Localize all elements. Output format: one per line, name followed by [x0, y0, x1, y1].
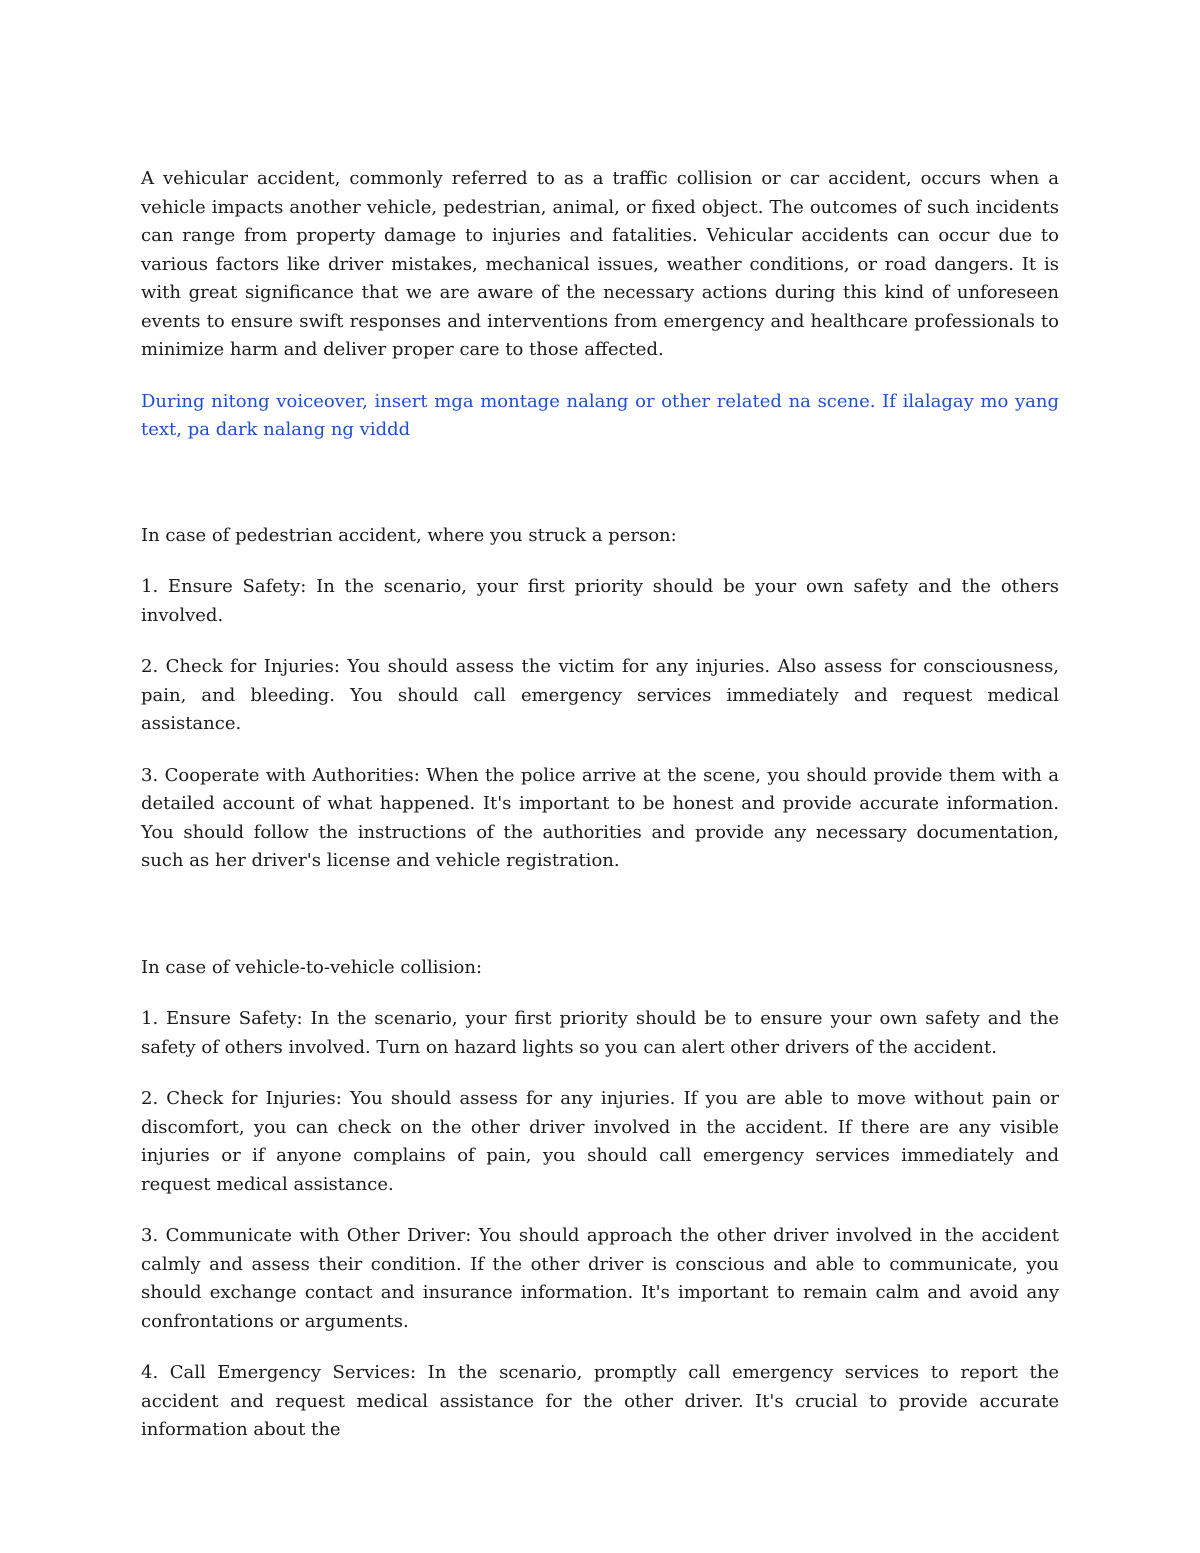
collision-item-4: 4. Call Emergency Services: In the scenario, promptly call emergency services to report the accident and request medical assistance for the other driver. It's crucial to provide accurate information about the: [141, 1362, 1059, 1440]
pedestrian-item-2: 2. Check for Injuries: You should assess the victim for any injuries. Also assess for consciousness, pain, and bleeding. You should call emergency services immediately and request medical assistance.: [141, 656, 1059, 734]
pedestrian-item-1: 1. Ensure Safety: In the scenario, your first priority should be your own safety and the others involved.: [141, 576, 1059, 626]
document-body: [141, 165, 1059, 1468]
editor-note: During nitong voiceover, insert mga montage nalang or other related na scene. If ilalagay mo yang text, pa dark nalang ng viddd: [141, 390, 1059, 440]
collision-item-3: 3. Communicate with Other Driver: You should approach the other driver involved in the accident calmly and assess their condition. If the other driver is conscious and able to communicate, you should exchange contact and insurance information. It's important to remain calm and avoid any confrontations or arguments.: [141, 1225, 1059, 1332]
section-gap: [141, 899, 1059, 954]
section-gap: [141, 468, 1059, 522]
collision-item-1: 1. Ensure Safety: In the scenario, your first priority should be to ensure your own safety and the safety of others involved. Turn on hazard lights so you can alert other drivers of the accident.: [141, 1008, 1059, 1058]
pedestrian-item-3: 3. Cooperate with Authorities: When the police arrive at the scene, you should provide them with a detailed account of what happened. It's important to be honest and provide accurate information. You should follow the instructions of the authorities and provide any necessary documentation, such as her driver's license and vehicle registration.: [141, 764, 1059, 871]
collision-item-2: 2. Check for Injuries: You should assess for any injuries. If you are able to move without pain or discomfort, you can check on the other driver involved in the accident. If there are any visible injuries or if anyone complains of pain, you should call emergency services immediately and request medical assistance.: [141, 1088, 1059, 1195]
collision-heading: In case of vehicle-to-vehicle collision:: [141, 956, 483, 978]
pedestrian-heading: In case of pedestrian accident, where you struck a person:: [141, 524, 677, 546]
intro-paragraph: A vehicular accident, commonly referred to as a traffic collision or car accident, occurs when a vehicle impacts another vehicle, pedestrian, animal, or fixed object. The outcomes of such incidents can range from property damage to injuries and fatalities. Vehicular accidents can occur due to various factors like driver mistakes, mechanical issues, weather conditions, or road dangers. It is with great significance that we are aware of the necessary actions during this kind of unforeseen events to ensure swift responses and interventions from emergency and healthcare professionals to minimize harm and deliver proper care to those affected.: [141, 168, 1059, 360]
